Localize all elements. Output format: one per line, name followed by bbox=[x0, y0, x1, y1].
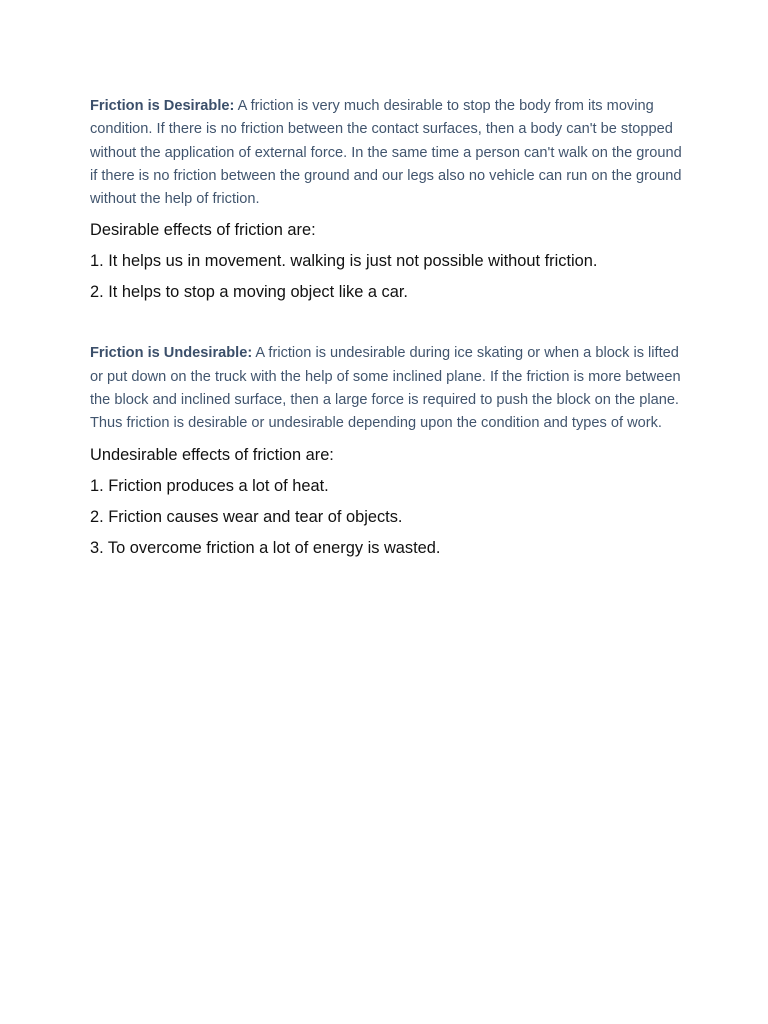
desirable-paragraph bbox=[90, 95, 682, 211]
undesirable-body: A friction is undesirable during ice skating or when a block is lifted or put down on the truck with the help of some inclined plane. If the friction is more between the block and inclined surface, then a large force is required to push the block on the plane. Thus friction is desirable or undesirable depending upon the condition and types of work. bbox=[90, 345, 681, 432]
undesirable-effect-item: 1. Friction produces a lot of heat. bbox=[90, 476, 329, 495]
desirable-body: A friction is very much desirable to stop the body from its moving condition. If there is no friction between the contact surfaces, then a body can't be stopped without the application of external force. In the same time a person can't walk on the ground if there is no friction between the ground and our legs also no vehicle can run on the ground without the help of friction. bbox=[90, 98, 682, 208]
undesirable-paragraph bbox=[90, 342, 682, 435]
document-page bbox=[90, 95, 682, 558]
undesirable-effect-item: 2. Friction causes wear and tear of objects. bbox=[90, 507, 403, 526]
desirable-effects-heading: Desirable effects of friction are: bbox=[90, 221, 316, 240]
desirable-lead: Friction is Desirable: bbox=[90, 98, 235, 114]
desirable-effect-item: 1. It helps us in movement. walking is just not possible without friction. bbox=[90, 252, 598, 271]
desirable-effect-item: 2. It helps to stop a moving object like a car. bbox=[90, 283, 408, 302]
undesirable-effect-item: 3. To overcome friction a lot of energy is wasted. bbox=[90, 538, 441, 557]
undesirable-effects-heading: Undesirable effects of friction are: bbox=[90, 445, 334, 464]
undesirable-lead: Friction is Undesirable: bbox=[90, 345, 253, 362]
